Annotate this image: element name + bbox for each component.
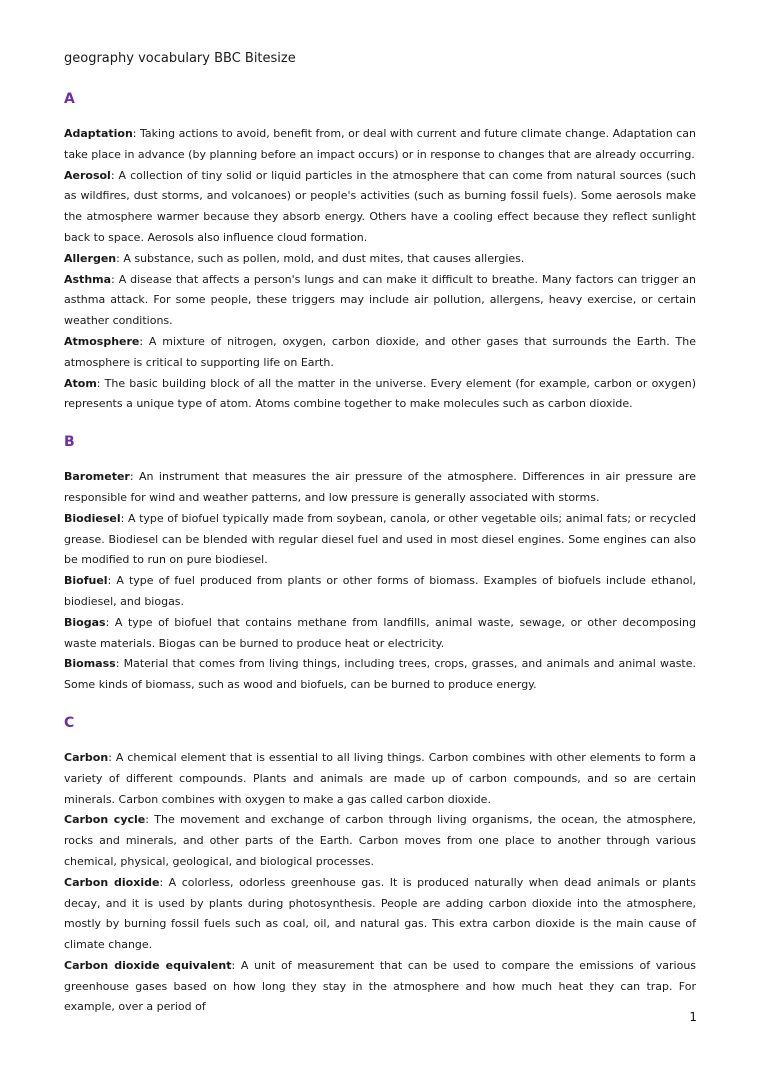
glossary-entry: Carbon: A chemical element that is essential to all living things. Carbon combines with other elements to form a variety of different compounds. Plants and animals are made up of carbon compounds, and so are certain minerals. Carbon combines with oxygen to make a gas called carbon dioxide. [64, 750, 696, 806]
glossary-entry: Allergen: A substance, such as pollen, mold, and dust mites, that causes allergies. [64, 251, 525, 265]
document-title: geography vocabulary BBC Bitesize [64, 51, 296, 66]
entry-term: Carbon [64, 750, 109, 764]
glossary-entry: Atmosphere: A mixture of nitrogen, oxygen, carbon dioxide, and other gases that surrounds the Earth. The atmosphere is critical to supporting life on Earth. [64, 334, 696, 369]
entry-definition: A mixture of nitrogen, oxygen, carbon dioxide, and other gases that surrounds the Earth. The atmosphere is critical to supporting life on Earth. [64, 334, 696, 369]
glossary-entry: Carbon cycle: The movement and exchange of carbon through living organisms, the ocean, the atmosphere, rocks and minerals, and other parts of the Earth. Carbon moves from one place to another through various chemical, physical, geological, and biological processes. [64, 813, 696, 868]
glossary-entry: Biomass: Material that comes from living things, including trees, crops, grasses, and animals and animal waste. Some kinds of biomass, such as wood and biofuels, can be burned to produce energy. [64, 657, 697, 692]
entry-definition: A substance, such as pollen, mold, and dust mites, that causes allergies. [123, 251, 525, 265]
glossary-entry: Biofuel: A type of fuel produced from plants or other forms of biomass. Examples of biofuels include ethanol, biodiesel, and biogas. [64, 574, 697, 608]
entry-term: Biofuel [64, 574, 108, 588]
glossary-entry: Carbon dioxide: A colorless, odorless greenhouse gas. It is produced naturally when dead animals or plants decay, and it is used by plants during photosynthesis. People are adding carbon dioxide into the atmosphere, mostly by burning fossil fuels such as coal, oil, and natural gas. This extra carbon dioxide is the main cause of climate change. [64, 875, 696, 952]
document-page [64, 50, 696, 1036]
entry-term: Barometer [64, 470, 130, 484]
entry-term: Biomass [64, 657, 116, 671]
entry-definition: A type of biofuel that contains methane from landfills, animal waste, sewage, or other decomposing waste materials. Biogas can be burned to produce heat or electricity. [64, 615, 697, 650]
entry-term: Carbon cycle [64, 813, 146, 827]
entry-term: Carbon dioxide [64, 875, 160, 889]
glossary-entry: Barometer: An instrument that measures the air pressure of the atmosphere. Differences in air pressure are responsible for wind and weather patterns, and low pressure is generally associated with storms. [64, 470, 697, 504]
entry-definition: A chemical element that is essential to all living things. Carbon combines with other elements to form a variety of different compounds. Plants and animals are made up of carbon compounds, and so are certain minerals. Carbon combines with oxygen to make a gas called carbon dioxide. [64, 750, 696, 806]
entry-definition: An instrument that measures the air pressure of the atmosphere. Differences in air pressure are responsible for wind and weather patterns, and low pressure is generally associated with storms. [64, 470, 697, 504]
entry-term: Asthma [64, 272, 112, 286]
glossary-entry: Asthma: A disease that affects a person's lungs and can make it difficult to breathe. Many factors can trigger an asthma attack. For some people, these triggers may include air pollution, allergens, heavy exercise, or certain weather conditions. [64, 272, 697, 328]
entry-term: Aerosol [64, 168, 111, 182]
entry-term: Adaptation [64, 127, 133, 140]
entry-definition: A unit of measurement that can be used to compare the emissions of various greenhouse gases based on how long they stay in the atmosphere and how much heat they can trap. For example, over a period of [64, 958, 697, 1014]
entry-definition: Material that comes from living things, including trees, crops, grasses, and animals and animal waste. Some kinds of biomass, such as wood and biofuels, can be burned to produce energy. [64, 657, 697, 692]
section-letter: B [64, 434, 75, 451]
glossary-entry: Atom: The basic building block of all the matter in the universe. Every element (for example, carbon or oxygen) represents a unique type of atom. Atoms combine together to make molecules such as carbon dioxide. [64, 376, 696, 411]
section-letter: C [64, 714, 75, 731]
entry-definition: The basic building block of all the matter in the universe. Every element (for example, carbon or oxygen) represents a unique type of atom. Atoms combine together to make molecules such as carbon dioxide. [64, 376, 696, 411]
entry-term: Carbon dioxide equivalent [64, 958, 232, 972]
glossary-entry: Carbon dioxide equivalent: A unit of measurement that can be used to compare the emissions of various greenhouse gases based on how long they stay in the atmosphere and how much heat they can trap. For example, over a period of [64, 958, 697, 1014]
entry-definition: A type of biofuel typically made from soybean, canola, or other vegetable oils; animal fats; or recycled grease. Biodiesel can be blended with regular diesel fuel and used in most diesel engines. Some engines can also be modified to run on pure biodiesel. [64, 511, 697, 567]
glossary-entry: Biodiesel: A type of biofuel typically made from soybean, canola, or other vegetable oils; animal fats; or recycled grease. Biodiesel can be blended with regular diesel fuel and used in most diesel engines. Some engines can also be modified to run on pure biodiesel. [64, 511, 697, 567]
entry-term: Allergen [64, 251, 117, 265]
entry-term: Atom [64, 376, 97, 390]
section-c [64, 714, 696, 1018]
entry-definition: A colorless, odorless greenhouse gas. It is produced naturally when dead animals or plants decay, and it is used by plants during photosynthesis. People are adding carbon dioxide into the atmosphere, mostly by burning fossil fuels such as coal, oil, and natural gas. This extra carbon dioxide is the main cause of climate change. [64, 875, 696, 952]
entry-definition: A disease that affects a person's lungs and can make it difficult to breathe. Many factors can trigger an asthma attack. For some people, these triggers may include air pollution, allergens, heavy exercise, or certain weather conditions. [64, 272, 697, 328]
section-b [64, 433, 696, 696]
glossary-entry: Biogas: A type of biofuel that contains methane from landfills, animal waste, sewage, or other decomposing waste materials. Biogas can be burned to produce heat or electricity. [64, 615, 697, 650]
section-a [64, 90, 696, 415]
entry-term: Atmosphere [64, 334, 140, 348]
entry-definition: The movement and exchange of carbon through living organisms, the ocean, the atmosphere, rocks and minerals, and other parts of the Earth. Carbon moves from one place to another through various chemical, physical, geological, and biological processes. [64, 813, 696, 868]
section-letter: A [64, 91, 75, 107]
entry-term: Biogas [64, 615, 106, 629]
glossary-entry: Aerosol: A collection of tiny solid or liquid particles in the atmosphere that can come from natural sources (such as wildfires, dust storms, and volcanoes) or people's activities (such as burning fossil fuels). Some aerosols make the atmosphere warmer because they absorb energy. Others have a cooling effect because they reflect sunlight back to space. Aerosols also influence cloud formation. [64, 168, 696, 244]
entry-term: Biodiesel [64, 511, 121, 525]
page-number: 1 [689, 1010, 697, 1024]
glossary-entry: Adaptation: Taking actions to avoid, benefit from, or deal with current and future climate change. Adaptation can take place in advance (by planning before an impact occurs) or in response to changes that are already occurring. [64, 127, 697, 161]
entry-definition: A type of fuel produced from plants or other forms of biomass. Examples of biofuels include ethanol, biodiesel, and biogas. [64, 574, 697, 608]
entry-definition: Taking actions to avoid, benefit from, or deal with current and future climate change. Adaptation can take place in advance (by planning before an impact occurs) or in response to changes that are already occurring. [64, 127, 697, 161]
entry-definition: A collection of tiny solid or liquid particles in the atmosphere that can come from natural sources (such as wildfires, dust storms, and volcanoes) or people's activities (such as burning fossil fuels). Some aerosols make the atmosphere warmer because they absorb energy. Others have a cooling effect because they reflect sunlight back to space. Aerosols also influence cloud formation. [64, 168, 696, 244]
